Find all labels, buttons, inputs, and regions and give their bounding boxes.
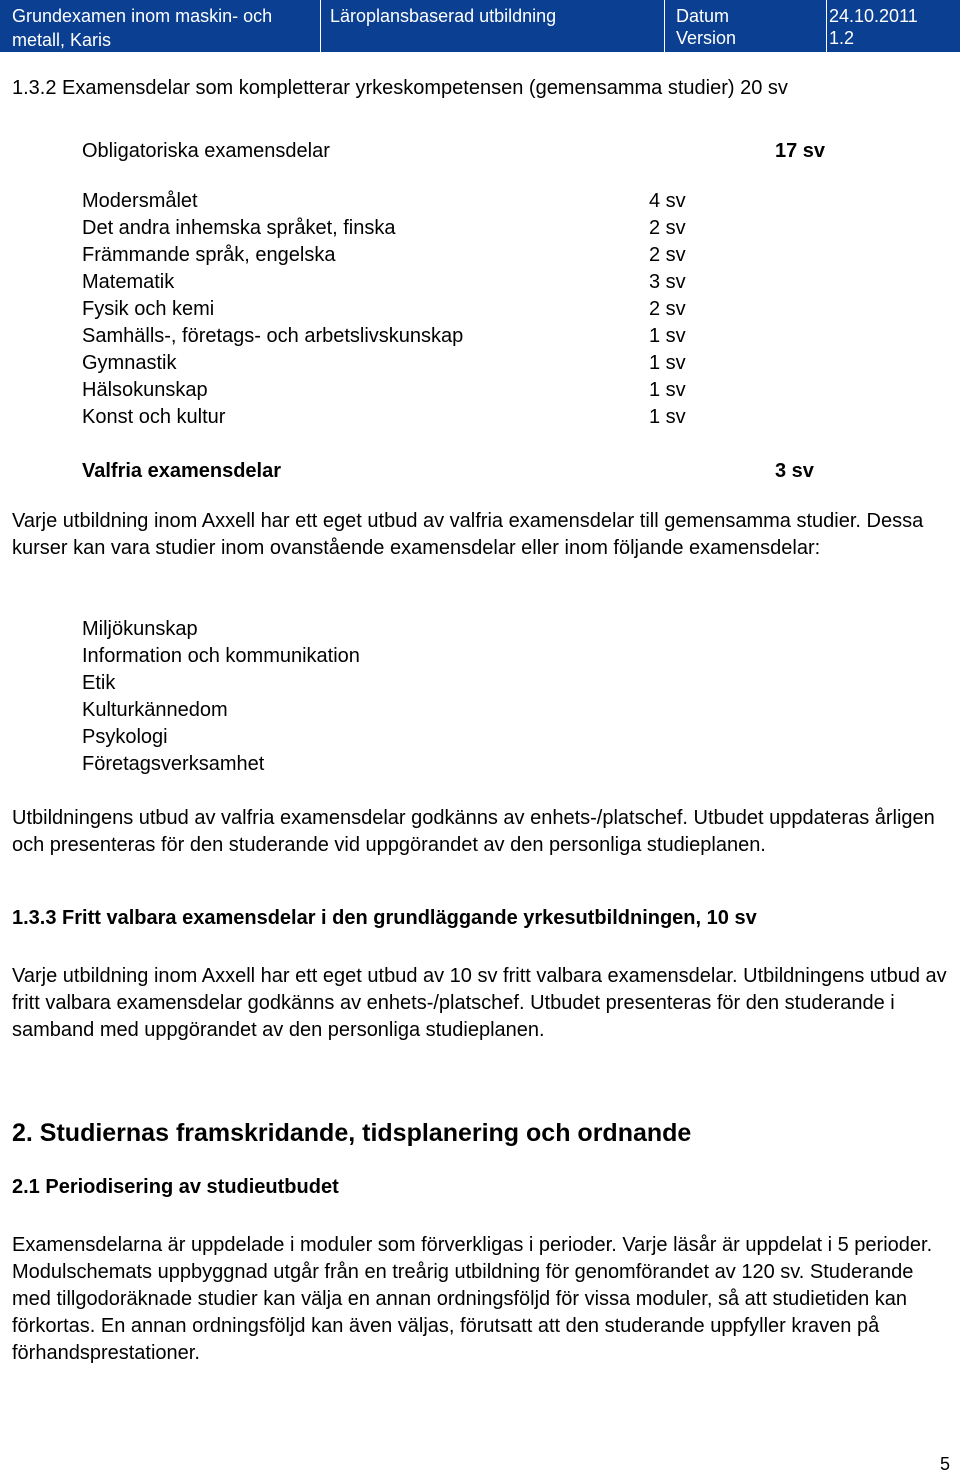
list-item-value: 1 sv xyxy=(649,352,686,374)
list-item: Fysik och kemi xyxy=(82,298,215,320)
elective-paragraph: Varje utbildning inom Axxell har ett eget utbud av valfria examensdelar till gemensamma studier. Dessa kurser kan vara studier inom ovanstående examensdelar eller inom följande examensdelar: xyxy=(12,510,924,559)
list-item: Matematik xyxy=(82,271,175,293)
section-2-1-paragraph: Examensdelarna är uppdelade i moduler som förverkligas i perioder. Varje läsår är uppdelat i 5 perioder. Modulschemats uppbyggnad utgår från en treårig utbildning för genomförandet av 120 sv. Studerande med tillgodoräknade studier kan välja en annan ordningsföljd för vissa moduler, så att studietiden kan förkortas. En annan ordningsföljd kan även väljas, förutsatt att den studerande uppfyller kraven på förhandsprestationer. xyxy=(12,1234,933,1364)
list-item-value: 3 sv xyxy=(649,271,686,293)
list-item-value: 2 sv xyxy=(649,244,686,266)
elective-title: Valfria examensdelar xyxy=(82,460,282,482)
list-item: Gymnastik xyxy=(82,352,177,374)
header-date-value: 24.10.2011 xyxy=(829,6,918,26)
section-1-3-3-paragraph: Varje utbildning inom Axxell har ett eget utbud av 10 sv fritt valbara examensdelar. Utbildningens utbud av fritt valbara examensdelar godkänns av enhets-/platschef. Utbudet presenteras för den studerande i samband med uppgörandet av den personliga studieplanen. xyxy=(12,965,947,1041)
header-title: Grundexamen inom maskin- och metall, Karis xyxy=(12,6,273,50)
list-item: Hälsokunskap xyxy=(82,379,208,401)
list-item: Konst och kultur xyxy=(82,406,226,428)
list-item: Främmande språk, engelska xyxy=(82,244,336,266)
list-item: Modersmålet xyxy=(82,190,198,212)
section-heading-2-1: 2.1 Periodisering av studieutbudet xyxy=(12,1176,339,1198)
header-version-label: Version xyxy=(676,28,737,48)
approval-paragraph: Utbildningens utbud av valfria examensdelar godkänns av enhets-/platschef. Utbudet uppdateras årligen och presenteras för den studerande vid uppgörandet av den personliga studieplanen. xyxy=(12,807,935,856)
elective-total: 3 sv xyxy=(775,460,814,482)
list-item-value: 1 sv xyxy=(649,379,686,401)
list-item: Psykologi xyxy=(82,726,168,748)
header-divider xyxy=(664,0,665,52)
list-item: Det andra inhemska språket, finska xyxy=(82,217,396,239)
list-item: Information och kommunikation xyxy=(82,645,360,667)
section-heading-2: 2. Studiernas framskridande, tidsplanering och ordnande xyxy=(12,1119,692,1147)
document-header xyxy=(0,0,960,52)
header-date-label: Datum xyxy=(676,6,730,26)
list-item-value: 1 sv xyxy=(649,325,686,347)
page-number: 5 xyxy=(940,1454,951,1474)
list-item: Etik xyxy=(82,672,116,694)
list-item: Samhälls-, företags- och arbetslivskunskap xyxy=(82,325,464,347)
list-item: Företagsverksamhet xyxy=(82,753,265,775)
mandatory-values xyxy=(649,188,686,431)
header-version-value: 1.2 xyxy=(829,28,855,48)
list-item-value: 1 sv xyxy=(649,406,686,428)
mandatory-title: Obligatoriska examensdelar xyxy=(82,140,330,162)
list-item-value: 2 sv xyxy=(649,217,686,239)
list-item-value: 4 sv xyxy=(649,190,686,212)
header-divider xyxy=(826,0,827,52)
mandatory-list xyxy=(82,188,463,431)
elective-list xyxy=(82,616,360,778)
section-heading-1-3-3: 1.3.3 Fritt valbara examensdelar i den grundläggande yrkesutbildningen, 10 sv xyxy=(12,907,757,929)
list-item: Miljökunskap xyxy=(82,618,198,640)
header-divider xyxy=(320,0,321,52)
list-item-value: 2 sv xyxy=(649,298,686,320)
mandatory-total: 17 sv xyxy=(775,140,826,162)
header-type: Läroplansbaserad utbildning xyxy=(330,6,557,26)
list-item: Kulturkännedom xyxy=(82,699,228,721)
section-heading-1-3-2: 1.3.2 Examensdelar som kompletterar yrkeskompetensen (gemensamma studier) 20 sv xyxy=(12,77,788,99)
